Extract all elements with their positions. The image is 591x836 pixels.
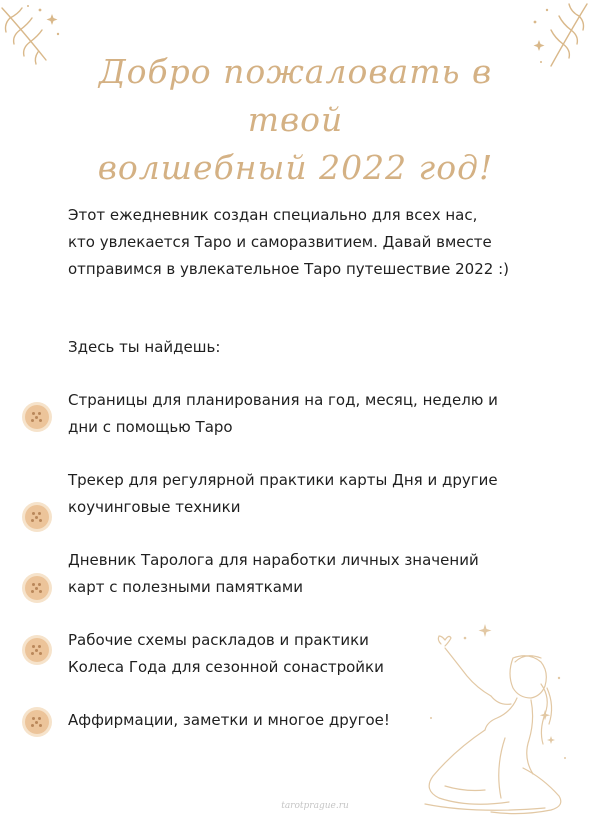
feature-item: [68, 387, 548, 441]
title-line-2: волшебный 2022 год!: [97, 148, 494, 187]
woman-with-stars-illustration-icon: [405, 618, 585, 818]
bullet-icon: [22, 573, 52, 603]
title-line-1: Добро пожаловать в твой: [98, 52, 493, 139]
branch-right-icon: [521, 0, 591, 80]
feature-text-line-2: Колеса Года для сезонной сонастройки: [68, 658, 384, 676]
bullet-icon: [22, 707, 52, 737]
bullet-icon: [22, 402, 52, 432]
feature-text-line-1: Аффирмации, заметки и многое другое!: [68, 711, 390, 729]
page-title: [60, 48, 531, 192]
watermark-text: tarotprague.ru: [281, 801, 349, 811]
feature-text-line-1: Трекер для регулярной практики карты Дня и другие: [68, 471, 498, 489]
feature-text-line-2: дни с помощью Таро: [68, 418, 233, 436]
intro-line-1: Этот ежедневник создан специально для всех нас,: [68, 206, 478, 224]
feature-text-line-1: Дневник Таролога для наработки личных значений: [68, 551, 479, 569]
feature-text-line-1: Страницы для планирования на год, месяц, неделю и: [68, 391, 498, 409]
bullet-icon: [22, 502, 52, 532]
feature-text-line-2: карт с полезными памятками: [68, 578, 303, 596]
feature-item: [68, 547, 548, 601]
intro-paragraph: [68, 202, 548, 283]
feature-text-line-1: Рабочие схемы раскладов и практики: [68, 631, 369, 649]
intro-line-2: кто увлекается Таро и саморазвитием. Давай вместе: [68, 233, 492, 251]
features-heading: Здесь ты найдешь:: [68, 338, 221, 356]
intro-line-3: отправимся в увлекательное Таро путешествие 2022 :): [68, 260, 509, 278]
feature-text-line-2: коучинговые техники: [68, 498, 241, 516]
feature-item: [68, 467, 548, 521]
bullet-icon: [22, 635, 52, 665]
